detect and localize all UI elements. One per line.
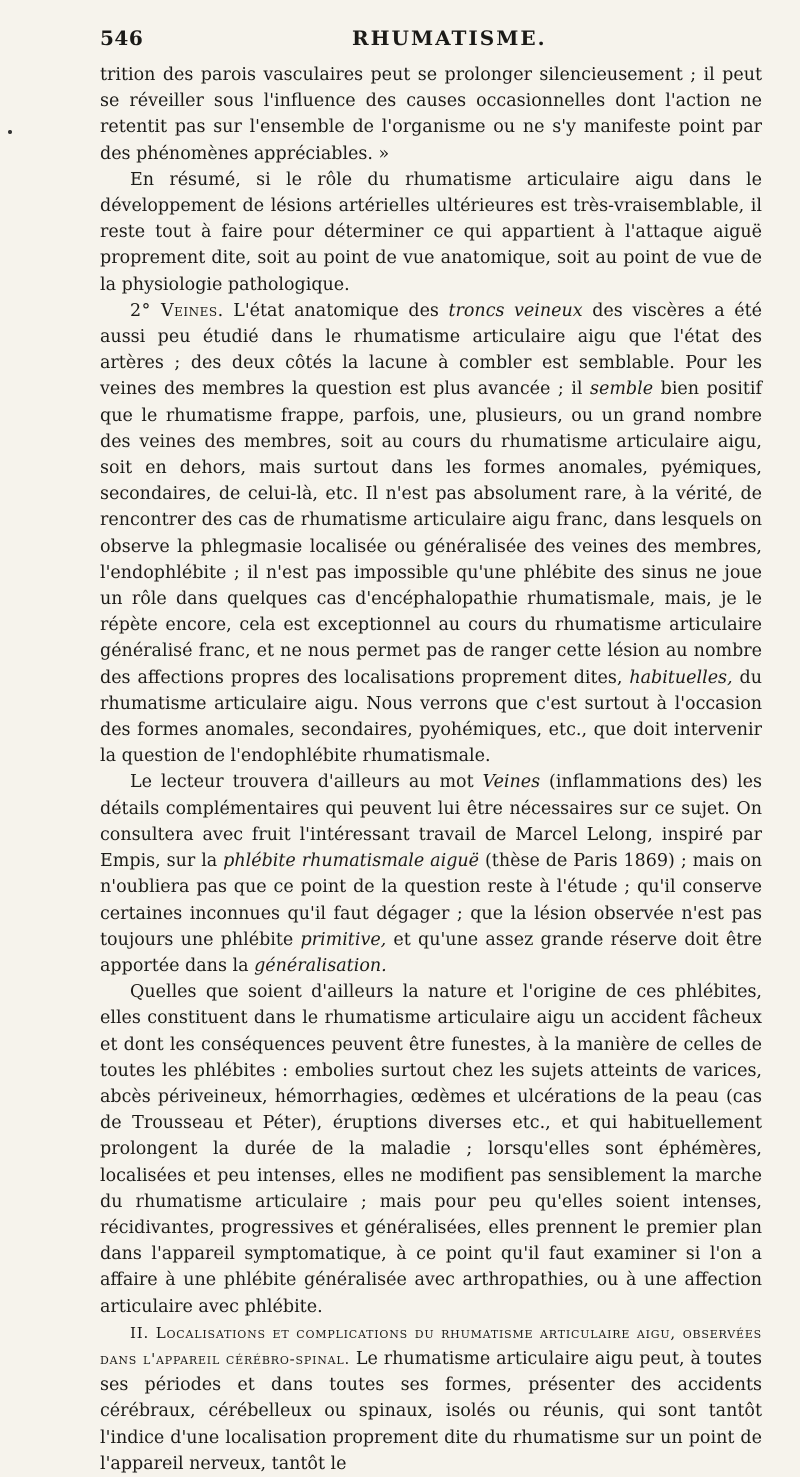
paragraph-consequences: Quelles que soient d'ailleurs la nature et l'origine de ces phlébites, elles constituent dans le rhumatisme articulaire aigu un accident fâcheux et dont les conséquences peuvent être funestes, à la manière de celles de toutes les phlébites : embolies surtout chez les sujets atteints de varices, abcès périveineux, hémorrhagies, œdèmes et ulcérations de la peau (cas de Trousseau et Péter), éruptions diverses etc., et qui habituellement prolongent la durée de la maladie ; lorsqu'elles sont éphémères, localisées et peu intenses, elles ne modifient pas sensiblement la marche du rhumatisme articulaire ; mais pour peu qu'elles soient intenses, récidivantes, progressives et généralisées, elles prennent le premier plan dans l'appareil symptomatique, à ce point qu'il faut examiner si l'on a affaire à une phlébite généralisée avec arthropathies, ou à une affection articulaire avec phlébite. bbox=[100, 982, 762, 1317]
running-title: RHUMATISME. bbox=[352, 26, 547, 50]
paragraph-summary: En résumé, si le rôle du rhumatisme articulaire aigu dans le développement de lésions artérielles ultérieures est très-vraisemblable, il reste tout à faire pour déterminer ce qui appartient à l'attaque aiguë proprement dite, soit au point de vue anatomique, soit au point de vue de la physiologie pathologique. bbox=[100, 169, 762, 295]
body-text bbox=[100, 62, 762, 1477]
paragraph-continuation: trition des parois vasculaires peut se prolonger silencieusement ; il peut se réveiller sous l'influence des causes occasionnelles dont l'action ne retentit pas sur l'ensemble de l'organisme ou ne s'y manifeste point par des phénomènes appréciables. » bbox=[100, 65, 762, 164]
page-number: 546 bbox=[100, 26, 144, 50]
paragraph-section-ii: II. Localisations et complications du rhumatisme articulaire aigu, observées dans l'appareil cérébro-spinal. Le rhumatisme articulaire aigu peut, à toutes ses périodes et dans toutes ses formes, présenter des accidents cérébraux, cérébelleux ou spinaux, isolés ou réunis, qui sont tantôt l'indice d'une localisation proprement dite du rhumatisme sur un point de l'appareil nerveux, tantôt le bbox=[100, 1323, 762, 1474]
section-heading: II. Localisations et complications du rhumatisme articulaire aigu, observées dans l'appareil cérébro-spinal. bbox=[100, 1323, 762, 1368]
subsection-label: 2° Veines. bbox=[130, 300, 224, 321]
paragraph-veines: 2° Veines. L'état anatomique des troncs veineux des viscères a été aussi peu étudié dans le rhumatisme articulaire aigu que l'état des artères ; des deux côtés la lacune à combler est semblable. Pour les veines des membres la question est plus avancée ; il semble bien positif que le rhumatisme frappe, parfois, une, plusieurs, ou un grand nombre des veines des membres, soit au cours du rhumatisme articulaire aigu, soit en dehors, mais surtout dans les formes anomales, pyémiques, secondaires, de celui-là, etc. Il n'est pas absolument rare, à la vérité, de rencontrer des cas de rhumatisme articulaire aigu franc, dans lesquels on observe la phlegmasie localisée ou généralisée des veines des membres, l'endophlébite ; il n'est pas impossible qu'une phlébite des sinus ne joue un rôle dans quelques cas d'encéphalopathie rhumatismale, mais, je le répète encore, cela est exceptionnel au cours du rhumatisme articulaire généralisé franc, et ne nous permet pas de ranger cette lésion au nombre des affections propres des localisations proprement dites, habituelles, du rhumatisme articulaire aigu. Nous verrons que c'est surtout à l'occasion des formes anomales, secondaires, pyohémiques, etc., que doit intervenir la question de l'endophlébite rhumatismale. bbox=[100, 300, 762, 767]
page-header bbox=[100, 18, 762, 62]
margin-mark bbox=[8, 130, 12, 134]
paragraph-reference: Le lecteur trouvera d'ailleurs au mot Veines (inflammations des) les détails complémentaires qui peuvent lui être nécessaires sur ce sujet. On consultera avec fruit l'intéressant travail de Marcel Lelong, inspiré par Empis, sur la phlébite rhumatismale aiguë (thèse de Paris 1869) ; mais on n'oubliera pas que ce point de la question reste à l'étude ; qu'il conserve certaines inconnues qu'il faut dégager ; que la lésion observée n'est pas toujours une phlébite primitive, et qu'une assez grande réserve doit être apportée dans la généralisation. bbox=[100, 772, 762, 976]
